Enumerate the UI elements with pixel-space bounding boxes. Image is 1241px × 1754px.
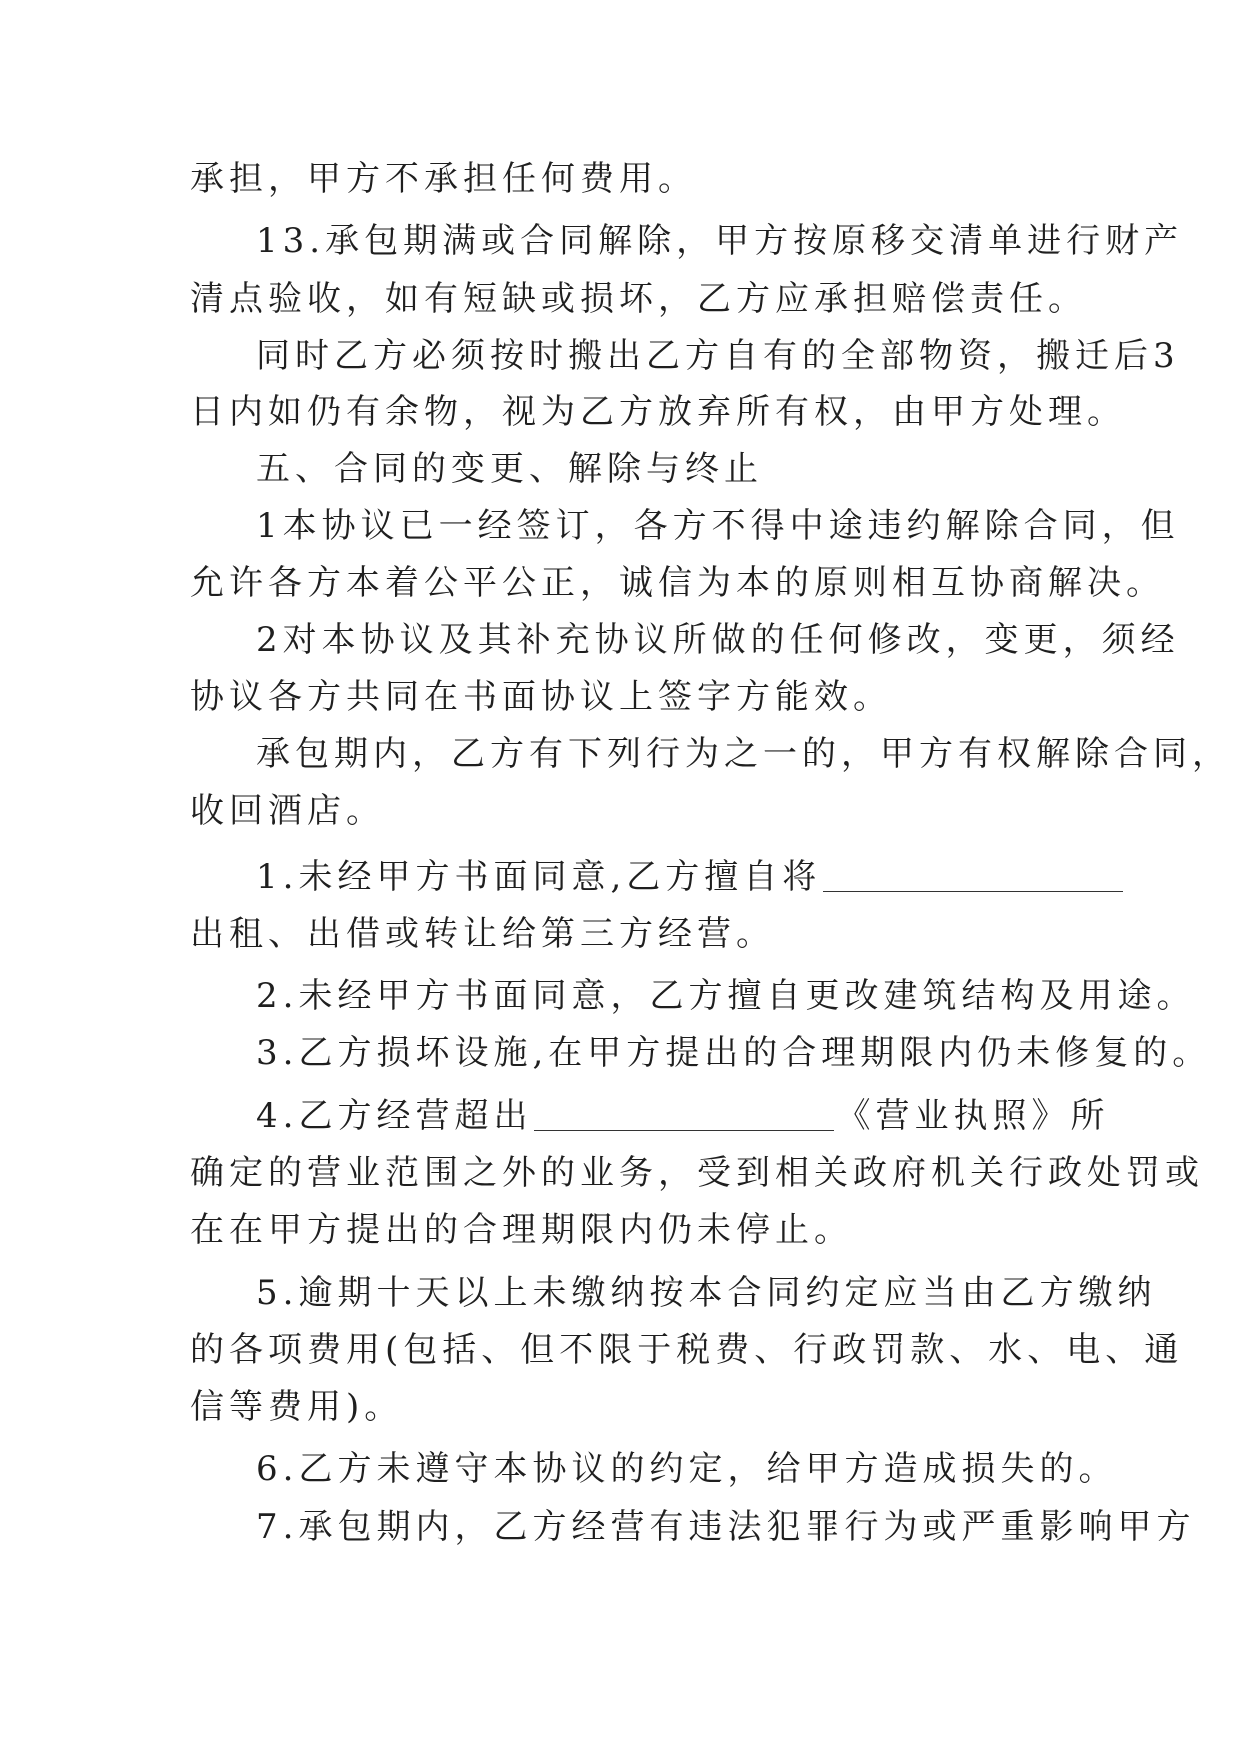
text-line: 同时乙方必须按时搬出乙方自有的全部物资，搬迁后3	[256, 336, 1180, 376]
text-line: 2.未经甲方书面同意，乙方擅自更改建筑结构及用途。	[256, 976, 1196, 1016]
text-line: 在在甲方提出的合理期限内仍未停止。	[190, 1210, 853, 1250]
text-fragment: 4.乙方经营超出	[256, 1096, 533, 1136]
text-line: 的各项费用(包括、但不限于税费、行政罚款、水、电、通	[190, 1330, 1184, 1370]
text-line: 承担，甲方不承担任何费用。	[190, 159, 697, 199]
text-line: 确定的营业范围之外的业务，受到相关政府机关行政处罚或	[190, 1153, 1204, 1193]
text-line: 日内如仍有余物，视为乙方放弃所有权，由甲方处理。	[190, 392, 1126, 432]
text-line: 出租、出借或转让给第三方经营。	[190, 914, 775, 954]
text-line-with-blank	[256, 1087, 1136, 1145]
text-line: 允许各方本着公平公正，诚信为本的原则相互协商解决。	[190, 563, 1165, 603]
text-line: 3.乙方损坏设施,在甲方提出的合理期限内仍未修复的。	[256, 1033, 1212, 1073]
text-line: 2对本协议及其补充协议所做的任何修改，变更，须经	[256, 620, 1180, 660]
text-line-with-blank	[256, 848, 1136, 906]
text-fragment: 《营业执照》所	[836, 1096, 1110, 1136]
section-heading: 五、合同的变更、解除与终止	[256, 449, 763, 489]
text-line: 5.逾期十天以上未缴纳按本合同约定应当由乙方缴纳	[256, 1273, 1157, 1313]
fill-in-blank	[534, 1098, 834, 1131]
text-line: 协议各方共同在书面协议上签字方能效。	[190, 677, 892, 717]
text-line: 清点验收，如有短缺或损坏，乙方应承担赔偿责任。	[190, 279, 1087, 319]
text-line: 信等费用)。	[190, 1387, 404, 1427]
text-fragment: 1.未经甲方书面同意,乙方擅自将	[256, 857, 822, 897]
fill-in-blank	[823, 859, 1123, 892]
text-line: 收回酒店。	[190, 791, 385, 831]
text-line: 7.承包期内，乙方经营有违法犯罪行为或严重影响甲方	[256, 1507, 1196, 1547]
text-line: 6.乙方未遵守本协议的约定，给甲方造成损失的。	[256, 1449, 1118, 1489]
text-line: 13.承包期满或合同解除，甲方按原移交清单进行财产	[256, 221, 1184, 261]
text-line: 承包期内，乙方有下列行为之一的，甲方有权解除合同，	[256, 734, 1231, 774]
text-line: 1本协议已一经签订，各方不得中途违约解除合同，但	[256, 506, 1180, 546]
